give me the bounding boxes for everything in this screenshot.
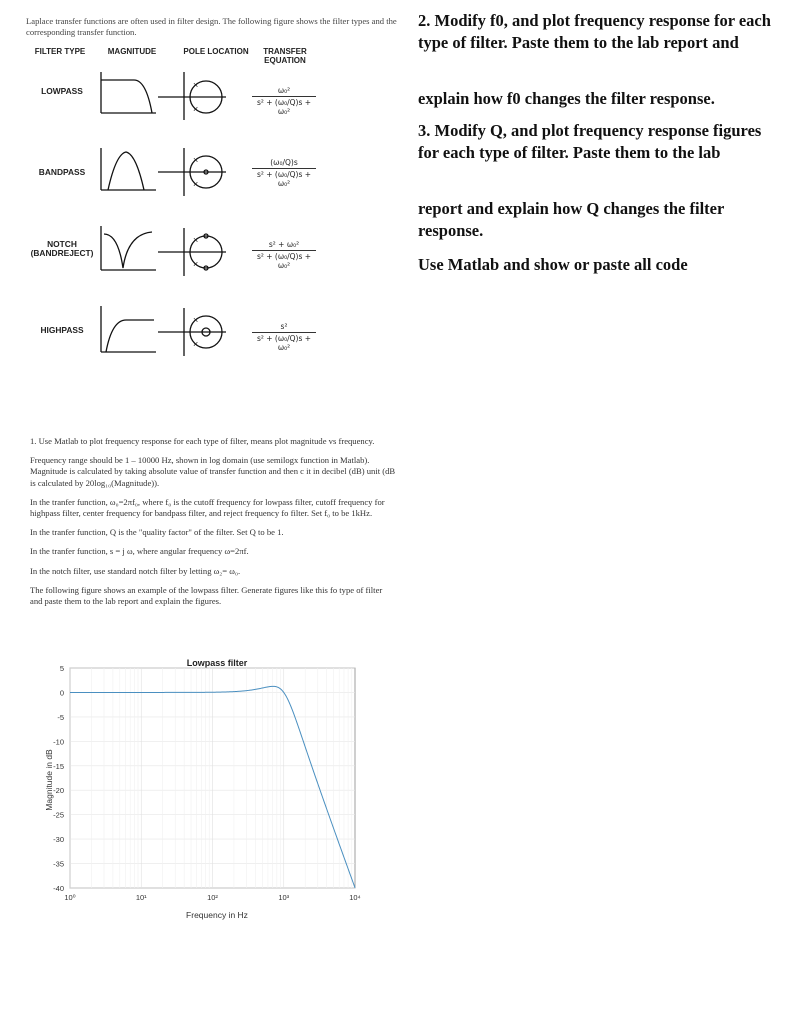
header-pole-location: POLE LOCATION: [183, 47, 249, 56]
chart-ytick-label: -10: [53, 737, 64, 747]
chart-title: Lowpass filter: [186, 658, 248, 668]
notch-numerator: s² + ω₀²: [268, 240, 300, 249]
chart-xtick-label: 10⁰: [64, 893, 76, 902]
instruction-3: In the tranfer function, ω₀=2πf₀, where f₀ is the cutoff frequency for lowpass filter, cutoff frequency for highpass filter, center frequency for bandpass filter, and reject frequency fo filter. Set f₀ to be 1kHz.: [30, 496, 385, 519]
chart-ytick-label: 0: [59, 688, 64, 698]
highpass-equation: [252, 322, 316, 352]
row-label-notch: NOTCH (BANDREJECT): [30, 239, 94, 258]
filter-diagrams: [96, 68, 256, 368]
lowpass-pole-diagram: [158, 72, 226, 120]
svg-text:×: ×: [193, 315, 199, 325]
chart-ytick-label: -40: [53, 884, 64, 893]
bandpass-pole-diagram: [158, 148, 226, 196]
lowpass-magnitude-sketch: [101, 72, 156, 113]
bandpass-denominator: s² + (ω₀/Q)s + ω₀²: [256, 170, 312, 188]
row-label-lowpass: LOWPASS: [41, 86, 83, 96]
notch-equation: [252, 240, 316, 270]
instruction-7: The following figure shows an example of the lowpass filter. Generate figures like this fo type of filter and paste them to the lab report and explain the figures.: [30, 584, 383, 607]
row-label-bandpass: BANDPASS: [38, 167, 86, 177]
chart-xlabel: Frequency in Hz: [186, 910, 248, 920]
lowpass-chart: [30, 650, 370, 925]
svg-text:×: ×: [193, 259, 199, 269]
chart-ylabel: Magnitude in dB: [44, 749, 54, 811]
highpass-magnitude-sketch: [101, 306, 156, 352]
chart-ytick-label: -5: [57, 712, 64, 722]
chart-xtick-label: 10³: [278, 893, 290, 902]
header-magnitude: MAGNITUDE: [107, 47, 157, 56]
instruction-2: Frequency range should be 1 – 10000 Hz, shown in log domain (use semilogx function in Matlab). Magnitude is calculated by taking absolute value of transfer function and then c it in decibel (dB) unit (dB is calculated by 20log₁₀(Magnitude)).: [30, 455, 396, 488]
chart-ytick-label: -30: [53, 835, 64, 845]
svg-text:×: ×: [193, 155, 199, 165]
chart-xtick-label: 10⁴: [349, 893, 361, 902]
notch-pole-diagram: [158, 228, 226, 276]
bandpass-numerator: (ω₀/Q)s: [270, 158, 298, 167]
question-4: Use Matlab and show or paste all code: [418, 255, 688, 274]
chart-ytick-label: 5: [59, 664, 64, 673]
chart-ytick-label: -35: [53, 859, 64, 869]
instruction-6: In the notch filter, use standard notch filter by letting ω₂= ω₀.: [30, 565, 241, 576]
notch-magnitude-sketch: [101, 226, 156, 270]
svg-text:×: ×: [193, 179, 199, 189]
svg-text:×: ×: [193, 235, 199, 245]
svg-text:×: ×: [193, 104, 199, 114]
svg-text:×: ×: [193, 339, 199, 349]
instructions: [30, 436, 396, 607]
notch-denominator: s² + (ω₀/Q)s + ω₀²: [256, 252, 312, 270]
highpass-denominator: s² + (ω₀/Q)s + ω₀²: [256, 334, 312, 352]
header-transfer-equation: TRANSFER EQUATION: [263, 47, 307, 65]
bandpass-equation: [252, 158, 316, 188]
intro-text: Laplace transfer functions are often used in filter design. The following figure shows the filter types and the corresponding transfer function.: [26, 16, 397, 37]
question-3: 3. Modify Q, and plot frequency response figures for each type of filter. Paste them to the lab: [418, 121, 762, 162]
chart-ytick-label: -25: [53, 810, 64, 820]
question-3-continued: report and explain how Q changes the filter response.: [418, 199, 725, 240]
svg-text:×: ×: [193, 80, 199, 90]
header-filter-type: FILTER TYPE: [34, 47, 86, 56]
lowpass-equation: [252, 86, 316, 116]
chart-xtick-label: 10¹: [135, 893, 147, 902]
highpass-numerator: s²: [280, 322, 288, 331]
highpass-pole-diagram: [158, 308, 226, 356]
instruction-1: 1. Use Matlab to plot frequency response for each type of filter, means plot magnitude vs frequency.: [30, 436, 375, 446]
chart-ytick-label: -15: [53, 761, 64, 771]
question-2: 2. Modify f0, and plot frequency response for each type of filter. Paste them to the lab report and: [418, 11, 771, 52]
chart-xtick-label: 10²: [207, 893, 218, 902]
question-2-continued: explain how f0 changes the filter response.: [418, 89, 715, 108]
instruction-5: In the tranfer function, s = j ω, where angular frequency ω=2πf.: [30, 546, 249, 557]
row-label-highpass: HIGHPASS: [40, 325, 84, 335]
instruction-4: In the tranfer function, Q is the "quality factor" of the filter. Set Q to be 1.: [30, 527, 284, 538]
bandpass-magnitude-sketch: [101, 148, 156, 190]
lowpass-numerator: ω₀²: [277, 86, 291, 95]
chart-ytick-label: -20: [53, 786, 64, 796]
lowpass-denominator: s² + (ω₀/Q)s + ω₀²: [256, 98, 312, 116]
